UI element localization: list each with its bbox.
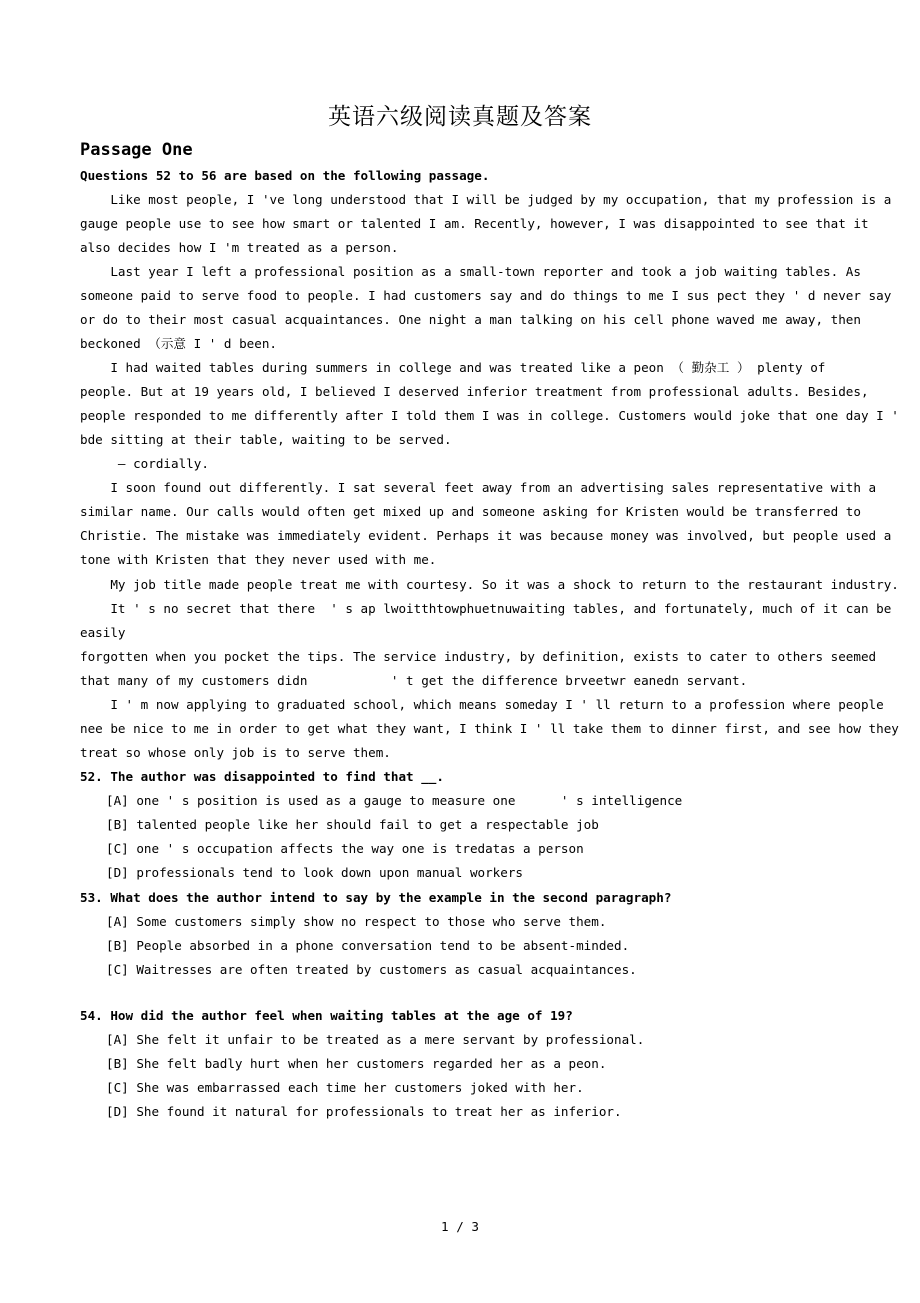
question-54-option-b: [B] She felt badly hurt when her customers regarded her as a peon. <box>106 1056 607 1071</box>
passage-line: Last year I left a professional position as a small-town reporter and took a job waiting tables. As <box>80 264 861 279</box>
instructions-line: Questions 52 to 56 are based on the following passage. <box>80 168 490 183</box>
passage-line: forgotten when you pocket the tips. The service industry, by definition, exists to cater to others seemed <box>80 649 877 664</box>
passage-line: people. But at 19 years old, I believed I deserved inferior treatment from professional adults. Besides, <box>80 384 869 399</box>
passage-line: tone with Kristen that they never used with me. <box>80 552 437 567</box>
question-52-stem: 52. The author was disappointed to find that __. <box>80 769 444 784</box>
passage-line: I ' m now applying to graduated school, which means someday I ' ll return to a profession where people <box>80 697 884 712</box>
question-52-option-b: [B] talented people like her should fail to get a respectable job <box>106 817 599 832</box>
question-53-stem: 53. What does the author intend to say by the example in the second paragraph? <box>80 890 672 905</box>
question-54-option-c: [C] She was embarrassed each time her customers joked with her. <box>106 1080 584 1095</box>
passage-line: that many of my customers didn ' t get the difference brveetwr eanedn servant. <box>80 673 748 688</box>
passage-line: It ' s no secret that there ' s ap lwoitthtowphuetnuwaiting tables, and fortunately, much of it can be <box>80 601 892 616</box>
question-54-stem: 54. How did the author feel when waiting tables at the age of 19? <box>80 1008 573 1023</box>
passage-line: beckoned （示意 I ' d been. <box>80 336 278 351</box>
passage-line: I had waited tables during summers in college and was treated like a peon （ 勤杂工 ） plenty of <box>80 360 826 375</box>
passage-line: also decides how I 'm treated as a person. <box>80 240 399 255</box>
page-number: 1 / 3 <box>441 1219 479 1234</box>
passage-line: easily <box>80 625 126 640</box>
passage-line: Like most people, I 've long understood that I will be judged by my occupation, that my profession is a <box>80 192 892 207</box>
question-53-option-c: [C] Waitresses are often treated by customers as casual acquaintances. <box>106 962 637 977</box>
question-52-option-d: [D] professionals tend to look down upon manual workers <box>106 865 524 880</box>
passage-line: gauge people use to see how smart or talented I am. Recently, however, I was disappointed to see that it <box>80 216 869 231</box>
passage-line: nee be nice to me in order to get what they want, I think I ' ll take them to dinner first, and see how they <box>80 721 899 736</box>
passage-line: or do to their most casual acquaintances. One night a man talking on his cell phone waved me away, then <box>80 312 861 327</box>
question-53-option-a: [A] Some customers simply show no respect to those who serve them. <box>106 914 607 929</box>
question-54-option-d: [D] She found it natural for professionals to treat her as inferior. <box>106 1104 622 1119</box>
document-title: 英语六级阅读真题及答案 <box>328 104 592 130</box>
passage-line: similar name. Our calls would often get mixed up and someone asking for Kristen would be transferred to <box>80 504 861 519</box>
passage-line: people responded to me differently after I told them I was in college. Customers would joke that one day I ' <box>80 408 899 423</box>
passage-line: I soon found out differently. I sat several feet away from an advertising sales representative with a <box>80 480 877 495</box>
question-52-option-a: [A] one ' s position is used as a gauge to measure one ' s intelligence <box>106 793 683 808</box>
passage-line: — cordially. <box>80 456 209 471</box>
passage-line: treat so whose only job is to serve them. <box>80 745 391 760</box>
passage-line: someone paid to serve food to people. I had customers say and do things to me I sus pect they ' d never say <box>80 288 892 303</box>
passage-line: My job title made people treat me with courtesy. So it was a shock to return to the restaurant industry. <box>80 577 899 592</box>
passage-heading: Passage One <box>80 140 193 160</box>
question-52-option-c: [C] one ' s occupation affects the way one is tredatas a person <box>106 841 584 856</box>
passage-line: Christie. The mistake was immediately evident. Perhaps it was because money was involved, but people used a <box>80 528 892 543</box>
question-53-option-b: [B] People absorbed in a phone conversation tend to be absent-minded. <box>106 938 630 953</box>
question-54-option-a: [A] She felt it unfair to be treated as a mere servant by professional. <box>106 1032 645 1047</box>
passage-line: bde sitting at their table, waiting to be served. <box>80 432 452 447</box>
